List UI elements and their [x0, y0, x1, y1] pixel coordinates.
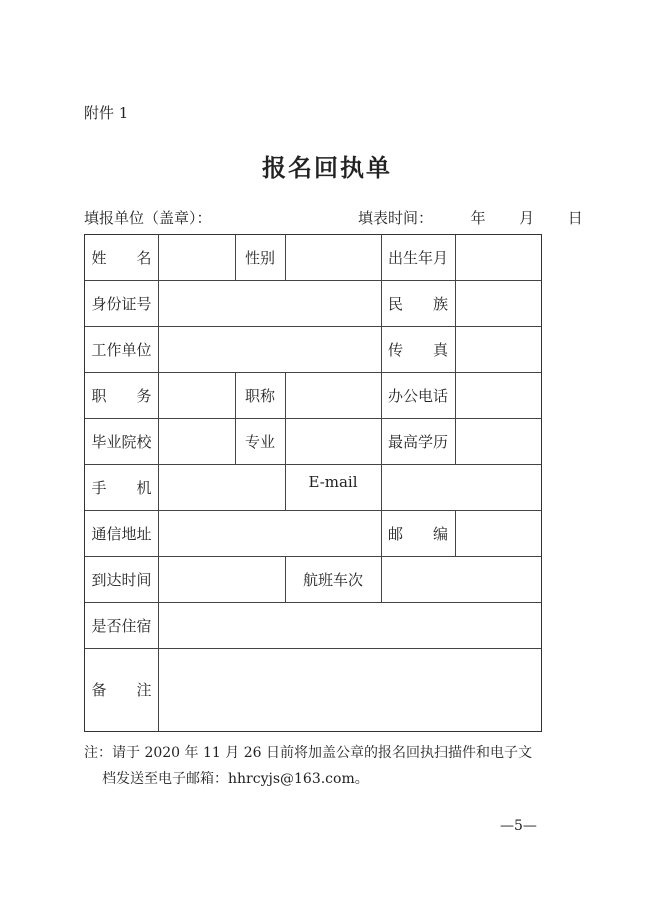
attachment-label: 附件 1	[84, 104, 129, 122]
name-field[interactable]	[158, 235, 235, 280]
postcode-field[interactable]	[455, 510, 541, 556]
lodging-field[interactable]	[158, 602, 541, 648]
label-arrival-time: 到达时间	[91, 570, 152, 589]
label-id-number: 身份证号	[91, 294, 152, 313]
position-field[interactable]	[158, 372, 235, 418]
date-row	[358, 207, 583, 228]
arrival-time-field[interactable]	[158, 556, 285, 602]
title-field[interactable]	[285, 372, 381, 418]
month-label: 月	[519, 209, 535, 227]
label-major: 专业	[244, 432, 275, 451]
label-position: 职 务	[91, 386, 152, 405]
day-label: 日	[567, 209, 583, 227]
label-birth: 出生年月	[387, 249, 448, 267]
office-phone-field[interactable]	[455, 372, 541, 418]
label-flight-train: 航班车次	[302, 570, 363, 589]
email-field[interactable]	[381, 464, 541, 510]
id-number-field[interactable]	[158, 280, 381, 326]
flight-train-field[interactable]	[381, 556, 541, 602]
address-field[interactable]	[158, 510, 381, 556]
label-address: 通信地址	[91, 524, 152, 543]
ethnicity-field[interactable]	[455, 280, 541, 326]
workplace-field[interactable]	[158, 326, 381, 372]
label-email: E-mail	[308, 473, 358, 491]
school-field[interactable]	[158, 418, 235, 464]
label-ethnicity: 民 族	[387, 294, 448, 313]
label-gender: 性别	[244, 249, 275, 267]
label-name: 姓 名	[91, 249, 152, 267]
footnote-line-1: 注：请于 2020 年 11 月 26 日前将加盖公章的报名回执扫描件和电子文	[84, 745, 532, 761]
unit-label: 填报单位（盖章）：	[84, 209, 212, 227]
label-remarks: 备 注	[91, 681, 152, 699]
label-education: 最高学历	[387, 432, 448, 451]
major-field[interactable]	[285, 418, 381, 464]
birth-field[interactable]	[455, 235, 541, 280]
gender-field[interactable]	[285, 235, 381, 280]
year-label: 年	[470, 209, 486, 227]
education-field[interactable]	[455, 418, 541, 464]
label-fax: 传 真	[387, 340, 448, 359]
label-office-phone: 办公电话	[387, 386, 448, 405]
footnote-line-2: 档发送至电子邮箱：hhrcyjs@163.com。	[102, 771, 369, 787]
label-school: 毕业院校	[91, 432, 152, 451]
page-title: 报名回执单	[262, 153, 392, 182]
mobile-field[interactable]	[158, 464, 285, 510]
label-mobile: 手 机	[91, 478, 152, 497]
footnote	[84, 740, 532, 792]
label-postcode: 邮 编	[387, 524, 448, 543]
date-label: 填表时间：	[358, 209, 434, 227]
label-workplace: 工作单位	[91, 340, 152, 359]
remarks-field[interactable]	[158, 648, 541, 731]
page-number: —5—	[500, 818, 537, 834]
fax-field[interactable]	[455, 326, 541, 372]
registration-form-table	[84, 234, 542, 732]
label-title: 职称	[244, 386, 275, 405]
label-lodging: 是否住宿	[91, 616, 152, 635]
